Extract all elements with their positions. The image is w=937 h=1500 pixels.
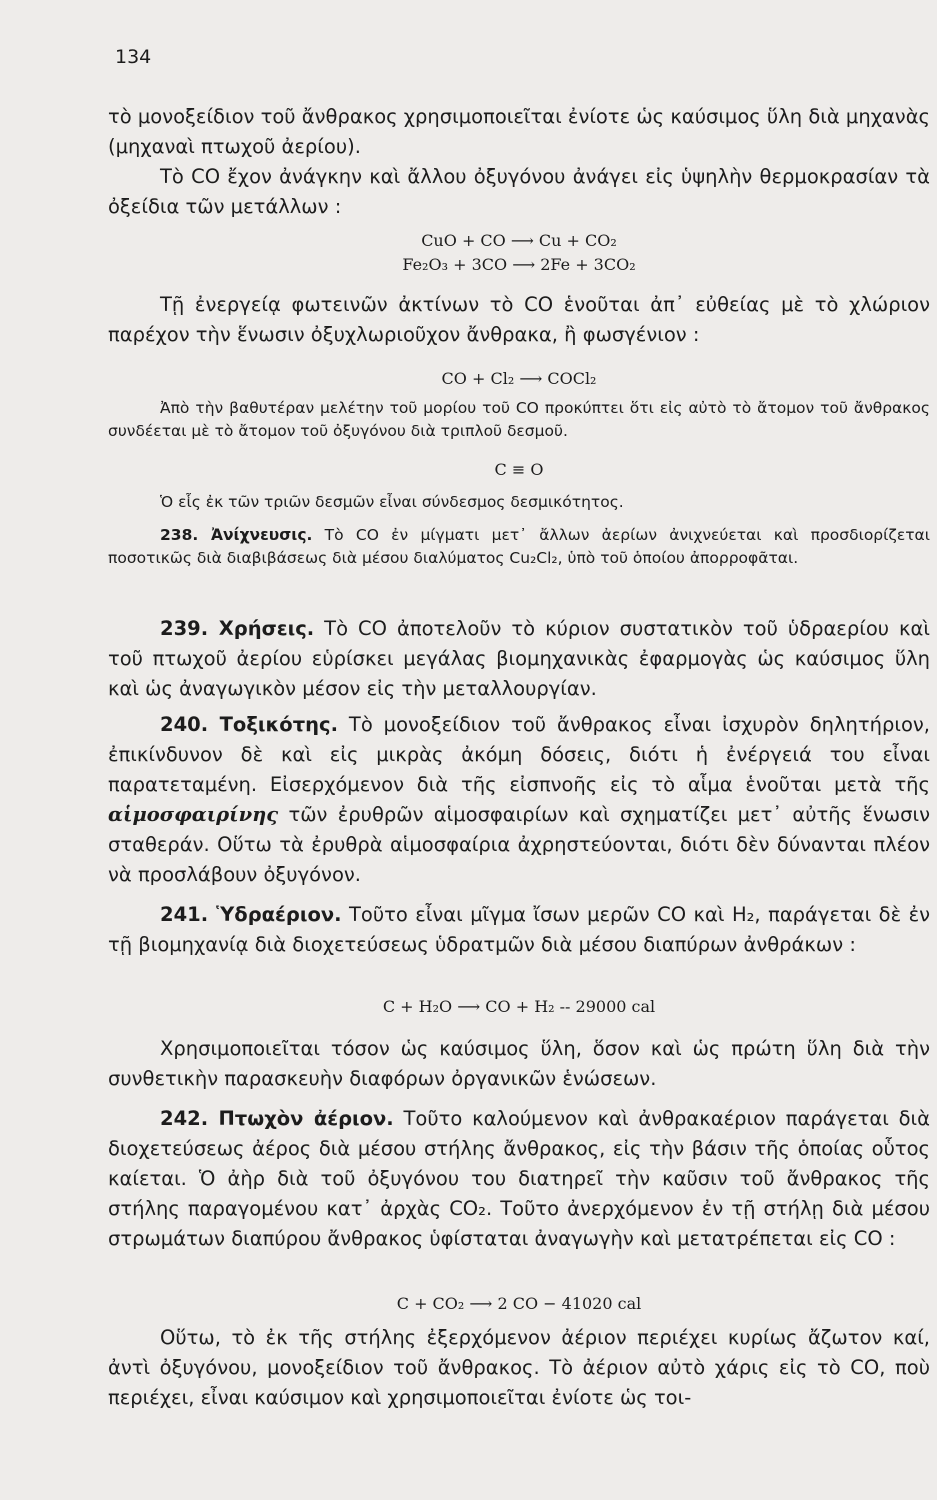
equation-2: Fe₂O₃ + 3CO ⟶ 2Fe + 3CO₂ (402, 255, 636, 274)
section-242-heading: 242. Πτωχὸν ἀέριον. (160, 1107, 394, 1130)
section-242-paragraph (108, 1104, 930, 1254)
section-240-paragraph (108, 710, 930, 890)
equation-producer-gas (108, 1292, 930, 1316)
section-240-text-a: Τὸ μονοξείδιον τοῦ ἄνθρακος εἶναι ἰσχυρὸν δηλητήριον, ἐπικίνδυνον δὲ καὶ εἰς μικρὰς ἀκόμη δόσεις, διότι ἡ ἐνέργειά του εἶναι παρατεταμένη. Εἰσερχόμενον διὰ τῆς εἰσπνοῆς εἰς τὸ αἷμα ἑνοῦται μετὰ τῆς (108, 713, 930, 796)
paragraph-3: Τῇ ἐνεργείᾳ φωτεινῶν ἀκτίνων τὸ CO ἑνοῦται ἀπ᾽ εὐθείας μὲ τὸ χλώριον παρέχον τὴν ἕνωσιν ὀξυχλωριοῦχον ἄνθρακα, ἢ φωσγένιον : (108, 293, 930, 346)
section-239-heading: 239. Χρήσεις. (160, 617, 315, 640)
paragraph-4: Ἀπὸ τὴν βαθυτέραν μελέτην τοῦ μορίου τοῦ CO προκύπτει ὅτι εἰς αὐτὸ τὸ ἄτομον τοῦ ἄνθρακος συνδέεται μὲ τὸ ἄτομον τοῦ ὀξυγόνου διὰ τριπλοῦ δεσμοῦ. (108, 399, 930, 440)
section-239 (108, 614, 930, 704)
paragraph-2: Τὸ CO ἔχον ἀνάγκην καὶ ἄλλου ὀξυγόνου ἀνάγει εἰς ὑψηλὴν θερμοκρασίαν τὰ ὀξείδια τῶν μετάλλων : (108, 165, 930, 218)
section-241-paragraph (108, 900, 930, 960)
equation-6: C + CO₂ ⟶ 2 CO − 41020 cal (396, 1294, 642, 1313)
section-241-text: Τοῦτο εἶναι μῖγμα ἴσων μερῶν CO καὶ H₂, παράγεται δὲ ἐν τῇ βιομηχανίᾳ διὰ διοχετεύσεως ὑδρατμῶν διὰ μέσου διαπύρων ἀνθράκων : (108, 903, 930, 956)
section-238-paragraph (108, 524, 930, 570)
paragraph-final (108, 1323, 930, 1413)
paragraph-uses (108, 1034, 930, 1094)
paragraph-intro (108, 102, 930, 222)
section-242 (108, 1104, 930, 1254)
paragraph-phosgene (108, 290, 930, 350)
section-238-text: Τὸ CO ἐν μίγματι μετ᾽ ἄλλων ἀερίων ἀνιχνεύεται καὶ προσδιορίζεται ποσοτικῶς διὰ διαβιβάσεως διὰ μέσου διαλύματος Cu₂Cl₂, ὑπὸ τοῦ ὁποίου ἀπορροφᾶται. (108, 526, 930, 567)
equation-4: C ≡ O (494, 460, 544, 479)
section-241-heading: 241. Ὑδραέριον. (160, 903, 342, 926)
section-240-italic-term: αἱμοσφαιρίνης (108, 803, 279, 826)
section-240-text-b: τῶν ἐρυθρῶν αἱμοσφαιρίων καὶ σχηματίζει μετ᾽ αὐτῆς ἕνωσιν σταθεράν. Οὕτω τὰ ἐρυθρὰ αἱμοσφαίρια ἀχρηστεύονται, διότι δὲν δύνανται πλέον νὰ προσλάβουν ὀξυγόνον. (108, 803, 930, 886)
section-240 (108, 710, 930, 890)
paragraph-5: Ὁ εἷς ἐκ τῶν τριῶν δεσμῶν εἶναι σύνδεσμος δεσμικότητος. (160, 493, 624, 511)
section-240-heading: 240. Τοξικότης. (160, 713, 338, 736)
equation-5: C + H₂O ⟶ CO + H₂ -- 29000 cal (382, 997, 656, 1016)
equations-oxides (108, 229, 930, 277)
section-239-text: Τὸ CO ἀποτελοῦν τὸ κύριον συστατικὸν τοῦ ὑδραερίου καὶ τοῦ πτωχοῦ ἀερίου εὑρίσκει μεγάλας βιομηχανικὰς ἐφαρμογὰς ὡς καύσιμος ὕλη καὶ ὡς ἀναγωγικὸν μέσον εἰς τὴν μεταλλουργίαν. (108, 617, 930, 700)
paragraph-1: τὸ μονοξείδιον τοῦ ἄνθρακος χρησιμοποιεῖται ἐνίοτε ὡς καύσιμος ὕλη διὰ μηχανὰς (μηχαναὶ πτωχοῦ ἀερίου). (108, 105, 930, 158)
section-238-heading: 238. Ἀνίχνευσις. (160, 526, 313, 544)
paragraph-bond (108, 397, 930, 443)
equation-water-gas (108, 995, 930, 1019)
equation-3: CO + Cl₂ ⟶ COCl₂ (441, 369, 597, 388)
paragraph-bond-note (108, 491, 930, 514)
equation-1: CuO + CO ⟶ Cu + CO₂ (421, 231, 617, 250)
section-242-text: Τοῦτο καλούμενον καὶ ἀνθρακαέριον παράγεται διὰ διοχετεύσεως ἀέρος διὰ μέσου στήλης ἄνθρακος, εἰς τὴν βάσιν τῆς ὁποίας οὗτος καίεται. Ὁ ἀὴρ διὰ τοῦ ὀξυγόνου του διατηρεῖ τὴν καῦσιν τοῦ ἄνθρακος τῆς στήλης παραγομένου κατ᾽ ἀρχὰς CO₂. Τοῦτο ἀνερχόμενον ἐν τῇ στήλῃ διὰ μέσου στρωμάτων διαπύρου ἄνθρακος ὑφίσταται ἀναγωγὴν καὶ μετατρέπεται εἰς CO : (108, 1107, 930, 1250)
paragraph-6: Χρησιμοποιεῖται τόσον ὡς καύσιμος ὕλη, ὅσον καὶ ὡς πρώτη ὕλη διὰ τὴν συνθετικὴν παρασκευὴν διαφόρων ὀργανικῶν ἑνώσεων. (108, 1037, 930, 1090)
paragraph-7: Οὕτω, τὸ ἐκ τῆς στήλης ἐξερχόμενον ἀέριον περιέχει κυρίως ἄζωτον καί, ἀντὶ ὀξυγόνου, μονοξείδιον τοῦ ἄνθρακος. Τὸ ἀέριον αὐτὸ χάρις εἰς τὸ CO, ποὺ περιέχει, εἶναι καύσιμον καὶ χρησιμοποιεῖται ἐνίοτε ὡς τοι- (108, 1326, 930, 1409)
section-239-paragraph (108, 614, 930, 704)
section-238 (108, 524, 930, 570)
equation-phosgene (108, 367, 930, 391)
page-number: 134 (115, 46, 152, 68)
equation-bond (108, 458, 930, 482)
section-241 (108, 900, 930, 960)
